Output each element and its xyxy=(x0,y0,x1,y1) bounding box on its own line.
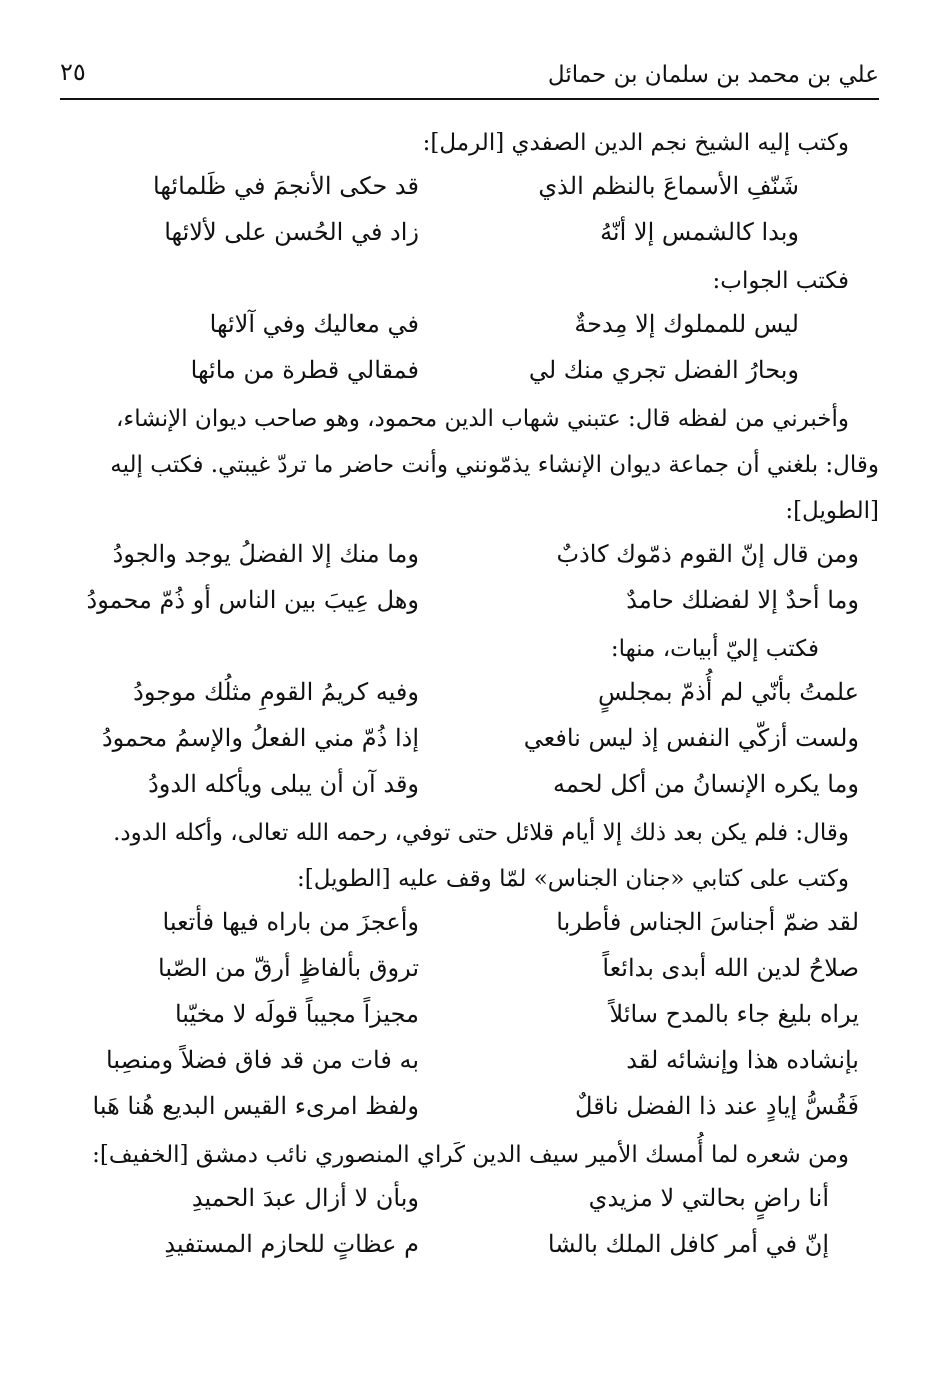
second-hemistich: م عظاتٍ للحازم المستفيدِ xyxy=(164,1230,419,1258)
second-hemistich: وما منك إلا الفضلُ يوجد والجودُ xyxy=(112,540,419,568)
second-hemistich: تروق بألفاظٍ أرقّ من الصّبا xyxy=(158,954,419,982)
running-head: علي بن محمد بن سلمان بن حمائل xyxy=(547,62,879,88)
second-hemistich: وقد آن أن يبلى ويأكله الدودُ xyxy=(148,770,419,798)
first-hemistich: بإنشاده هذا وإنشائه لقد xyxy=(626,1046,859,1074)
first-hemistich: إنّ في أمر كافل الملك بالشا xyxy=(547,1230,829,1258)
second-hemistich: وهل عِيبَ بين الناس أو ذُمّ محمودُ xyxy=(86,586,419,614)
verse-line-13 xyxy=(60,1040,879,1086)
verse-line-4 xyxy=(60,350,879,396)
page-body xyxy=(60,120,879,1270)
first-hemistich: وبحارُ الفضل تجري منك لي xyxy=(528,356,799,384)
paragraph-5: وقال: فلم يكن بعد ذلك إلا أيام قلائل حتى توفي، رحمه الله تعالى، وأكله الدود. xyxy=(113,820,849,846)
second-hemistich: وأعجزَ من باراه فيها فأتعبا xyxy=(162,908,419,936)
second-hemistich: وبأن لا أزال عبدَ الحميدِ xyxy=(191,1184,419,1212)
verse-line-9 xyxy=(60,764,879,810)
first-hemistich: ولست أزكّي النفس إذ ليس نافعي xyxy=(523,724,859,752)
second-hemistich: به فات من قد فاق فضلاً ومنصِبا xyxy=(106,1046,419,1074)
verse-line-10 xyxy=(60,902,879,948)
verse-line-6 xyxy=(60,580,879,626)
verse-line-11 xyxy=(60,948,879,994)
first-hemistich: لقد ضمّ أجناسَ الجناس فأطربا xyxy=(556,908,859,936)
second-hemistich: إذا ذُمّ مني الفعلُ والإسمُ محمودُ xyxy=(101,724,419,752)
page-number: ٢٥ xyxy=(60,58,86,86)
page-header xyxy=(60,52,879,100)
paragraph-3-line-3: [الطويل]: xyxy=(785,498,879,524)
verse-line-16 xyxy=(60,1224,879,1270)
first-hemistich: أنا راضٍ بحالتي لا مزيدي xyxy=(588,1184,829,1212)
verse-line-12 xyxy=(60,994,879,1040)
second-hemistich: في معاليك وفي آلائها xyxy=(209,310,419,338)
first-hemistich: ومن قال إنّ القوم ذمّوك كاذبٌ xyxy=(556,540,859,568)
verse-line-14 xyxy=(60,1086,879,1132)
first-hemistich: علمتُ بأنّي لم أُذمّ بمجلسٍ xyxy=(598,678,859,706)
verse-line-1 xyxy=(60,166,879,212)
second-hemistich: فمقالي قطرة من مائها xyxy=(190,356,419,384)
first-hemistich: وما أحدٌ إلا لفضلك حامدٌ xyxy=(626,586,859,614)
verse-line-8 xyxy=(60,718,879,764)
paragraph-7: ومن شعره لما أُمسك الأمير سيف الدين كَراي المنصوري نائب دمشق [الخفيف]: xyxy=(92,1142,849,1168)
second-hemistich: قد حكى الأنجمَ في ظَلمائها xyxy=(153,172,419,200)
verse-line-7 xyxy=(60,672,879,718)
second-hemistich: مجيزاً مجيباً قولَه لا مخيّبا xyxy=(174,1000,419,1028)
verse-line-3 xyxy=(60,304,879,350)
paragraph-3 xyxy=(60,396,879,534)
paragraph-3-line-1: وأخبرني من لفظه قال: عتبني شهاب الدين محمود، وهو صاحب ديوان الإنشاء، xyxy=(115,406,849,432)
second-hemistich: وفيه كريمُ القومِ مثلُك موجودُ xyxy=(133,678,419,706)
first-hemistich: شَنّفِ الأسماعَ بالنظم الذي xyxy=(538,172,799,200)
paragraph-2: فكتب الجواب: xyxy=(712,268,849,294)
first-hemistich: يراه بليغ جاء بالمدح سائلاً xyxy=(609,1000,859,1028)
paragraph-4: فكتب إليّ أبيات، منها: xyxy=(610,636,819,662)
second-hemistich: زاد في الحُسن على لألائها xyxy=(164,218,419,246)
paragraph-6: وكتب على كتابي «جنان الجناس» لمّا وقف عليه [الطويل]: xyxy=(296,866,849,892)
verse-line-5 xyxy=(60,534,879,580)
first-hemistich: ليس للمملوك إلا مِدحةٌ xyxy=(574,310,799,338)
first-hemistich: صلاحُ لدين الله أبدى بدائعاً xyxy=(602,954,859,982)
first-hemistich: وبدا كالشمس إلا أنّهُ xyxy=(600,218,799,246)
paragraph-3-line-2: وقال: بلغني أن جماعة ديوان الإنشاء يذمّونني وأنت حاضر ما تردّ غيبتي. فكتب إليه xyxy=(110,452,879,478)
first-hemistich: فَقُسُّ إيادٍ عند ذا الفضل ناقلٌ xyxy=(575,1092,859,1120)
first-hemistich: وما يكره الإنسانُ من أكل لحمه xyxy=(553,770,859,798)
verse-line-2 xyxy=(60,212,879,258)
second-hemistich: ولفظ امرىء القيس البديع هُنا هَبا xyxy=(92,1092,419,1120)
verse-line-15 xyxy=(60,1178,879,1224)
paragraph-1: وكتب إليه الشيخ نجم الدين الصفدي [الرمل]: xyxy=(422,130,849,156)
